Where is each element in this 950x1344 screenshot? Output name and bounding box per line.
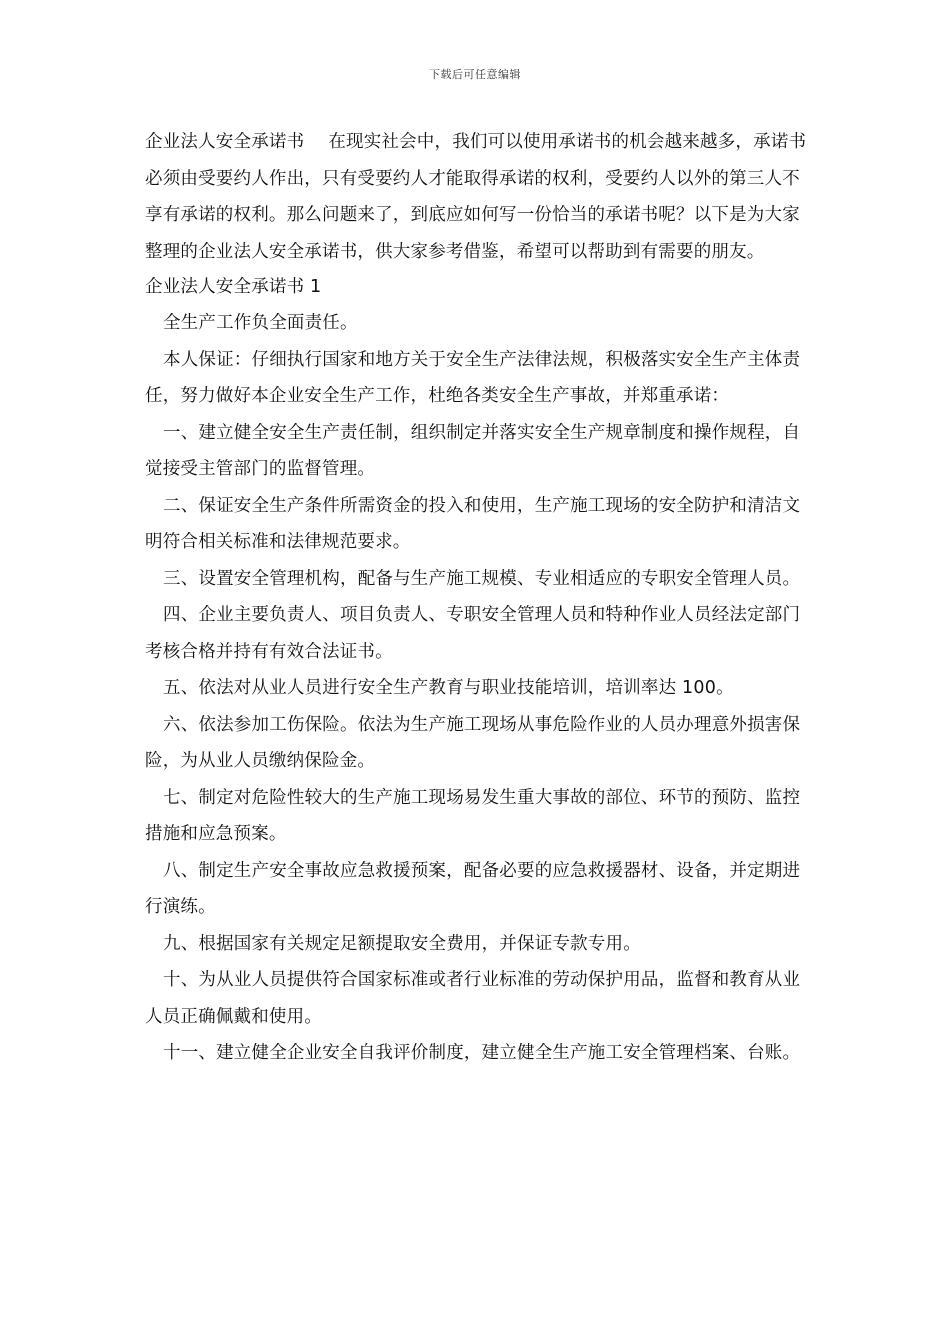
page-header: 下载后可任意编辑	[429, 68, 521, 81]
document-body	[145, 124, 810, 1072]
intro-title: 企业法人安全承诺书	[145, 132, 305, 152]
paragraph-12: 十一、建立健全企业安全自我评价制度，建立健全生产施工安全管理档案、台账。	[163, 1043, 801, 1063]
paragraph-11: 十、为从业人员提供符合国家标准或者行业标准的劳动保护用品，监督和教育从业人员正确佩戴和使用。	[145, 970, 801, 1027]
paragraph-9: 八、制定生产安全事故应急救援预案，配备必要的应急救援器材、设备，并定期进行演练。	[145, 860, 801, 917]
paragraph-10: 九、根据国家有关规定足额提取安全费用，并保证专款专用。	[163, 933, 641, 954]
paragraph-8: 七、制定对危险性较大的生产施工现场易发生重大事故的部位、环节的预防、监控措施和应急预案。	[145, 787, 801, 844]
paragraph-1: 本人保证：仔细执行国家和地方关于安全生产法律法规，积极落实安全生产主体责任，努力做好本企业安全生产工作，杜绝各类安全生产事故，并郑重承诺：	[145, 349, 801, 406]
paragraph-7: 六、依法参加工伤保险。依法为生产施工现场从事危险作业的人员办理意外损害保险，为从业人员缴纳保险金。	[145, 714, 801, 771]
intro-paragraph	[145, 124, 810, 270]
paragraph-5: 四、企业主要负责人、项目负责人、专职安全管理人员和特种作业人员经法定部门考核合格并持有有效合法证书。	[145, 605, 801, 662]
section-title: 企业法人安全承诺书 1	[145, 277, 322, 297]
paragraph-2: 一、建立健全安全生产责任制，组织制定并落实安全生产规章制度和操作规程，自觉接受主管部门的监督管理。	[145, 422, 801, 479]
paragraph-0: 全生产工作负全面责任。	[163, 313, 358, 333]
paragraph-6: 五、依法对从业人员进行安全生产教育与职业技能培训，培训率达 100。	[163, 678, 734, 698]
paragraph-3: 二、保证安全生产条件所需资金的投入和使用，生产施工现场的安全防护和清洁文明符合相关标准和法律规范要求。	[145, 495, 801, 552]
paragraph-4: 三、设置安全管理机构，配备与生产施工规模、专业相适应的专职安全管理人员。	[163, 568, 801, 589]
intro-body: 在现实社会中，我们可以使用承诺书的机会越来越多，承诺书必须由受要约人作出，只有受要约人才能取得承诺的权利，受要约人以外的第三人不享有承诺的权利。那么问题来了，到底应如何写一份恰当的承诺书呢？以下是为大家整理的企业法人安全承诺书，供大家参考借鉴，希望可以帮助到有需要的朋友。	[145, 132, 807, 262]
